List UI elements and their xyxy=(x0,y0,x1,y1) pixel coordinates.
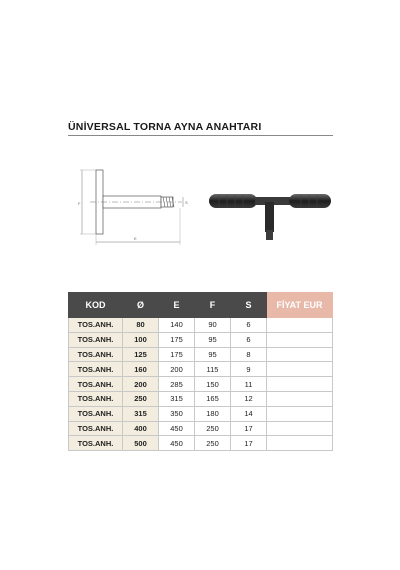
cell-price xyxy=(267,332,333,347)
cell-diameter: 500 xyxy=(123,436,159,451)
cell-price xyxy=(267,406,333,421)
cell-price xyxy=(267,318,333,333)
cell-diameter: 200 xyxy=(123,377,159,392)
cell-f: 180 xyxy=(195,406,231,421)
page-title: ÜNİVERSAL TORNA AYNA ANAHTARI xyxy=(68,121,262,133)
cell-kod: TOS.ANH. xyxy=(69,362,123,377)
table-row xyxy=(69,391,333,406)
cell-e: 450 xyxy=(159,436,195,451)
cell-e: 175 xyxy=(159,332,195,347)
table-row xyxy=(69,332,333,347)
cell-e: 200 xyxy=(159,362,195,377)
cell-e: 350 xyxy=(159,406,195,421)
cell-diameter: 250 xyxy=(123,391,159,406)
cell-kod: TOS.ANH. xyxy=(69,332,123,347)
dim-label-s: S xyxy=(185,200,188,205)
cell-f: 90 xyxy=(195,318,231,333)
cell-f: 250 xyxy=(195,436,231,451)
cell-e: 175 xyxy=(159,347,195,362)
cell-diameter: 100 xyxy=(123,332,159,347)
spec-table xyxy=(68,292,333,451)
cell-s: 14 xyxy=(231,406,267,421)
dim-label-f: F xyxy=(78,201,81,206)
cell-e: 140 xyxy=(159,318,195,333)
cell-f: 95 xyxy=(195,332,231,347)
dim-label-e: E xyxy=(134,236,137,241)
cell-price xyxy=(267,347,333,362)
cell-price xyxy=(267,391,333,406)
cell-kod: TOS.ANH. xyxy=(69,391,123,406)
cell-f: 150 xyxy=(195,377,231,392)
cell-diameter: 125 xyxy=(123,347,159,362)
cell-s: 17 xyxy=(231,421,267,436)
cell-kod: TOS.ANH. xyxy=(69,377,123,392)
cell-s: 11 xyxy=(231,377,267,392)
cell-s: 8 xyxy=(231,347,267,362)
table-row xyxy=(69,347,333,362)
cell-f: 250 xyxy=(195,421,231,436)
cell-diameter: 400 xyxy=(123,421,159,436)
cell-f: 115 xyxy=(195,362,231,377)
chuck-key-illustration xyxy=(205,182,335,244)
cell-price xyxy=(267,436,333,451)
cell-f: 165 xyxy=(195,391,231,406)
cell-diameter: 160 xyxy=(123,362,159,377)
table-row xyxy=(69,421,333,436)
table-header-row xyxy=(69,293,333,318)
table-row xyxy=(69,436,333,451)
cell-kod: TOS.ANH. xyxy=(69,406,123,421)
header-diameter: Ø xyxy=(123,293,159,318)
table-row xyxy=(69,377,333,392)
cell-s: 6 xyxy=(231,332,267,347)
header-kod: KOD xyxy=(69,293,123,318)
header-f: F xyxy=(195,293,231,318)
cell-kod: TOS.ANH. xyxy=(69,436,123,451)
table-row xyxy=(69,362,333,377)
header-price: FİYAT EUR xyxy=(267,293,333,318)
cell-e: 450 xyxy=(159,421,195,436)
cell-s: 9 xyxy=(231,362,267,377)
table-row xyxy=(69,406,333,421)
cell-f: 95 xyxy=(195,347,231,362)
cell-diameter: 315 xyxy=(123,406,159,421)
cell-price xyxy=(267,362,333,377)
cell-s: 17 xyxy=(231,436,267,451)
table-row xyxy=(69,318,333,333)
technical-drawing xyxy=(70,160,200,250)
cell-e: 285 xyxy=(159,377,195,392)
header-s: S xyxy=(231,293,267,318)
title-divider xyxy=(68,135,333,136)
cell-diameter: 80 xyxy=(123,318,159,333)
cell-s: 6 xyxy=(231,318,267,333)
header-e: E xyxy=(159,293,195,318)
cell-e: 315 xyxy=(159,391,195,406)
cell-kod: TOS.ANH. xyxy=(69,421,123,436)
cell-price xyxy=(267,377,333,392)
cell-kod: TOS.ANH. xyxy=(69,318,123,333)
cell-s: 12 xyxy=(231,391,267,406)
cell-price xyxy=(267,421,333,436)
cell-kod: TOS.ANH. xyxy=(69,347,123,362)
